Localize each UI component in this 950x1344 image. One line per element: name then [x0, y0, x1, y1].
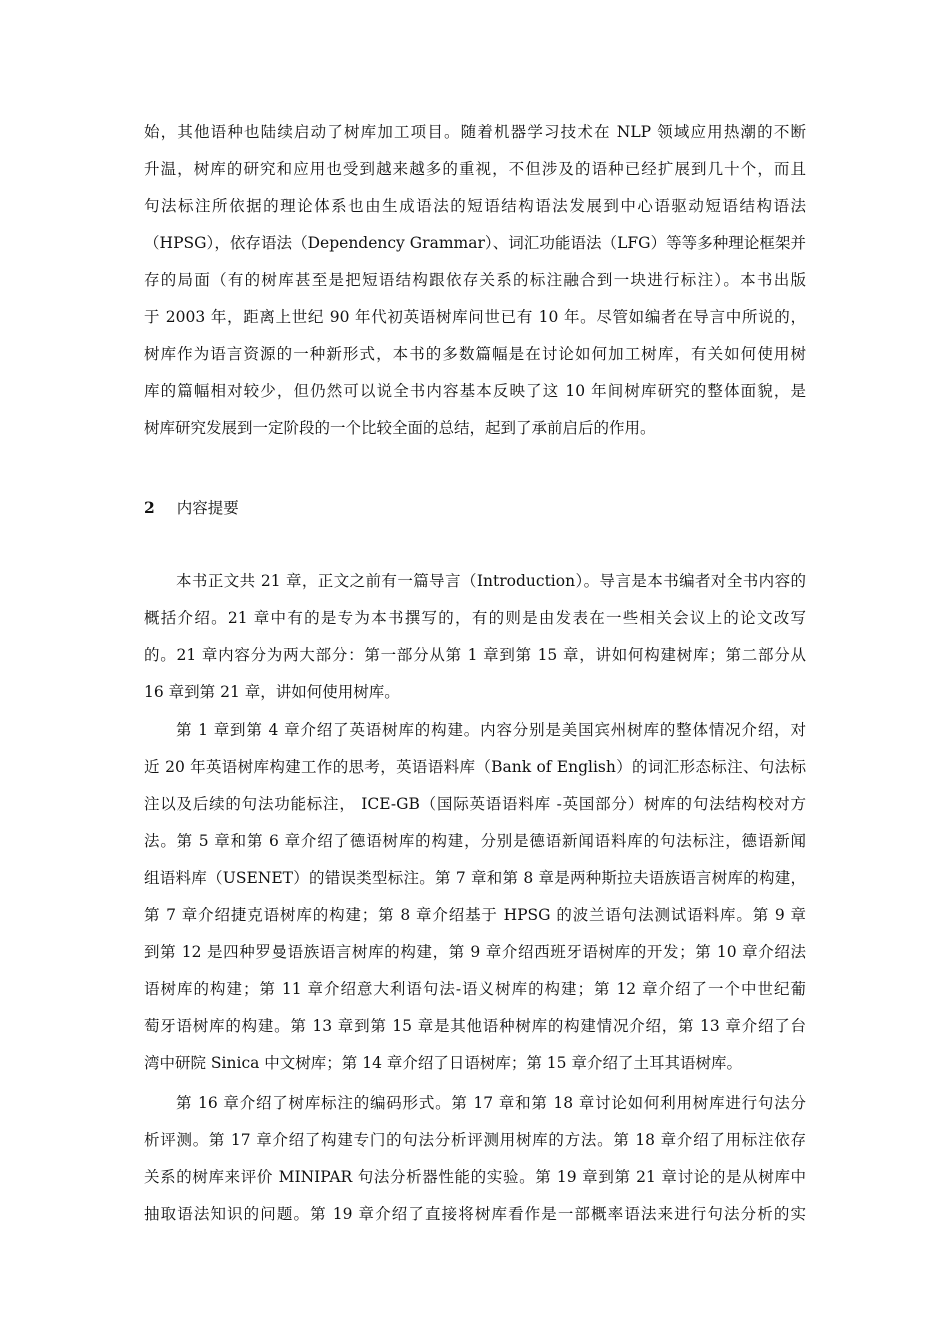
text-line: 存的局面（有的树库甚至是把短语结构跟依存关系的标注融合到一块进行标注）。本书出版	[144, 271, 806, 289]
text-line: 抽取语法知识的问题。第 19 章介绍了直接将树库看作是一部概率语法来进行句法分析的实	[144, 1205, 806, 1223]
text-line: 16 章到第 21 章，讲如何使用树库。	[144, 683, 400, 701]
text-line: 注以及后续的句法功能标注， ICE-GB（国际英语语料库 -英国部分）树库的句法结构校对方	[144, 795, 806, 813]
text-line: 概括介绍。21 章中有的是专为本书撰写的，有的则是由发表在一些相关会议上的论文改写	[144, 609, 806, 627]
paragraph-chapter-count	[144, 563, 806, 711]
text-line: 于 2003 年，距离上世纪 90 年代初英语树库问世已有 10 年。尽管如编者在导言中所说的，	[144, 308, 806, 326]
text-line: 第 1 章到第 4 章介绍了英语树库的构建。内容分别是美国宾州树库的整体情况介绍，对	[176, 721, 806, 739]
text-line: 湾中研院 Sinica 中文树库；第 14 章介绍了日语树库；第 15 章介绍了土耳其语树库。	[144, 1054, 742, 1072]
text-line: （HPSG），依存语法（Dependency Grammar）、词汇功能语法（LFG）等等多种理论框架并	[144, 234, 806, 252]
section-heading	[144, 493, 239, 523]
paragraph-intro	[144, 114, 806, 447]
paragraph-treebank-usage	[144, 1085, 806, 1233]
text-line: 近 20 年英语树库构建工作的思考，英语语料库（Bank of English）的词汇形态标注、句法标	[144, 758, 806, 776]
paragraph-treebank-construction	[144, 712, 806, 1082]
text-line: 升温，树库的研究和应用也受到越来越多的重视，不但涉及的语种已经扩展到几十个，而且	[144, 160, 806, 178]
text-line: 始，其他语种也陆续启动了树库加工项目。随着机器学习技术在 NLP 领域应用热潮的不断	[144, 123, 806, 141]
text-line: 本书正文共 21 章，正文之前有一篇导言（Introduction）。导言是本书编者对全书内容的	[176, 572, 806, 590]
text-line: 语树库的构建；第 11 章介绍意大利语句法-语义树库的构建；第 12 章介绍了一个中世纪葡	[144, 980, 806, 998]
text-line: 到第 12 是四种罗曼语族语言树库的构建，第 9 章介绍西班牙语树库的开发；第 10 章介绍法	[144, 943, 806, 961]
text-line: 第 16 章介绍了树库标注的编码形式。第 17 章和第 18 章讨论如何利用树库进行句法分	[176, 1094, 806, 1112]
text-line: 树库研究发展到一定阶段的一个比较全面的总结，起到了承前启后的作用。	[144, 419, 656, 437]
text-line: 句法标注所依据的理论体系也由生成语法的短语结构语法发展到中心语驱动短语结构语法	[144, 197, 806, 215]
text-line: 法。第 5 章和第 6 章介绍了德语树库的构建，分别是德语新闻语料库的句法标注，德语新闻	[144, 832, 806, 850]
text-line: 组语料库（USENET）的错误类型标注。第 7 章和第 8 章是两种斯拉夫语族语言树库的构建，	[144, 869, 806, 887]
text-line: 萄牙语树库的构建。第 13 章到第 15 章是其他语种树库的构建情况介绍，第 13 章介绍了台	[144, 1017, 806, 1035]
text-line: 库的篇幅相对较少，但仍然可以说全书内容基本反映了这 10 年间树库研究的整体面貌，是	[144, 382, 806, 400]
text-line: 析评测。第 17 章介绍了构建专门的句法分析评测用树库的方法。第 18 章介绍了用标注依存	[144, 1131, 806, 1149]
text-line: 树库作为语言资源的一种新形式，本书的多数篇幅是在讨论如何加工树库，有关如何使用树	[144, 345, 806, 363]
section-number: 2	[144, 498, 155, 517]
text-line: 的。21 章内容分为两大部分：第一部分从第 1 章到第 15 章，讲如何构建树库；第二部分从	[144, 646, 806, 664]
text-line: 关系的树库来评价 MINIPAR 句法分析器性能的实验。第 19 章到第 21 章讨论的是从树库中	[144, 1168, 806, 1186]
text-line: 第 7 章介绍捷克语树库的构建；第 8 章介绍基于 HPSG 的波兰语句法测试语料库。第 9 章	[144, 906, 806, 924]
section-title: 内容提要	[176, 499, 239, 517]
